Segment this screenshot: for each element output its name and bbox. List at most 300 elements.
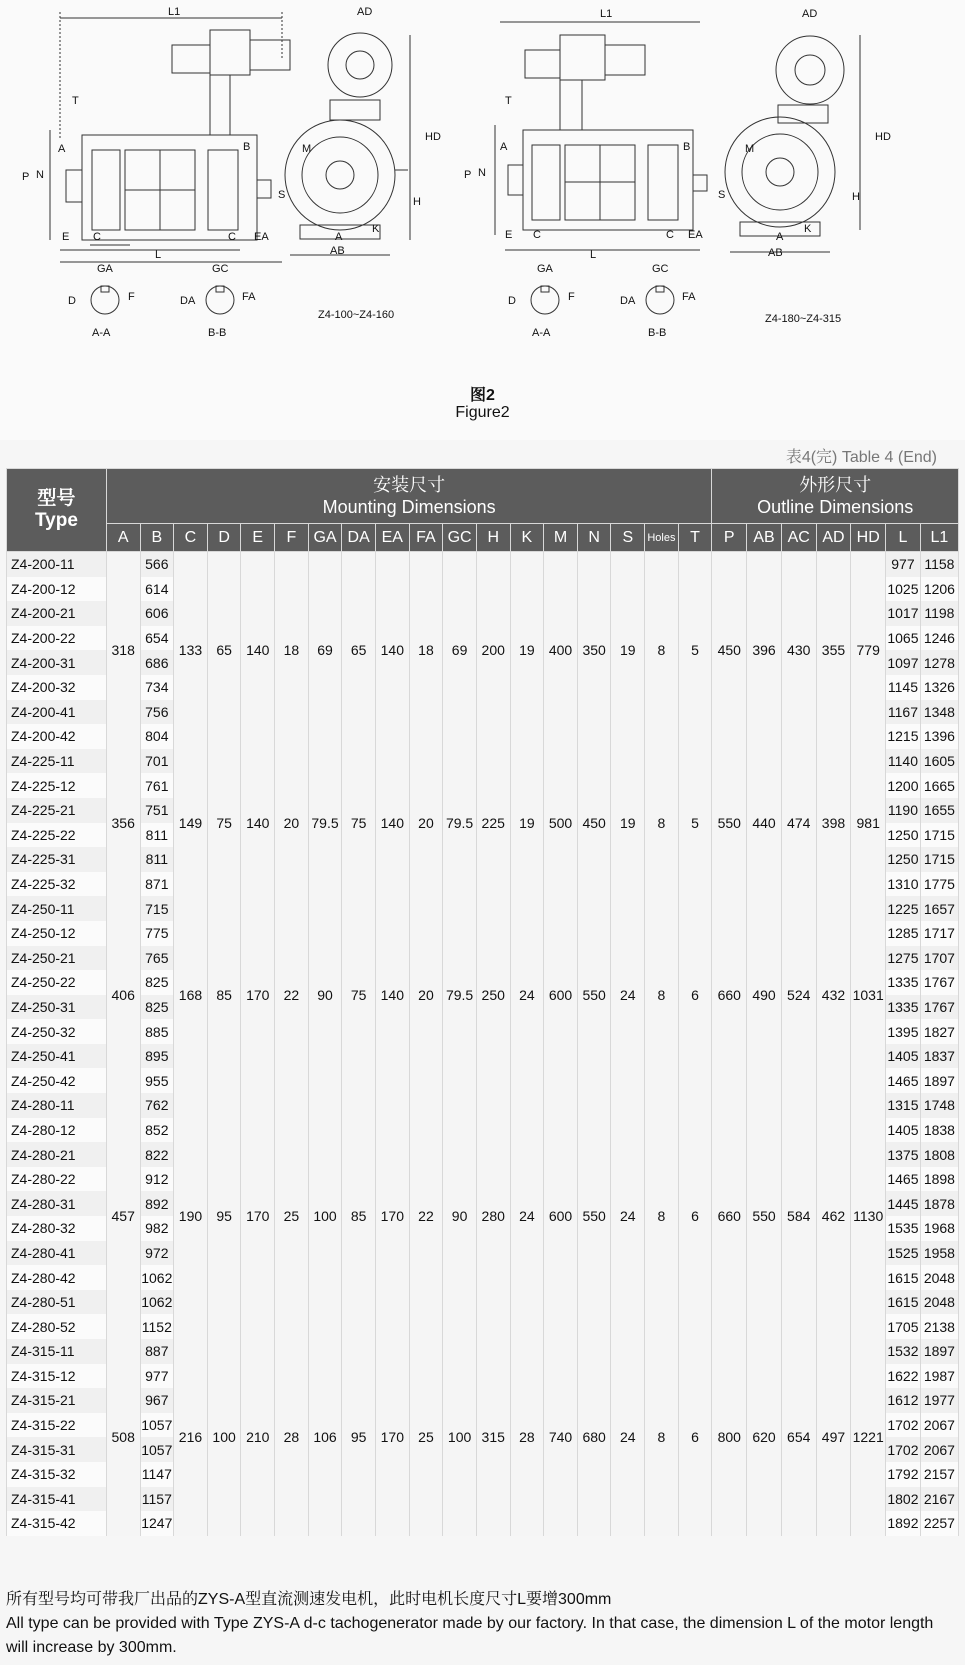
- view2-side: [495, 22, 707, 250]
- type-cell: Z4-315-12: [7, 1364, 107, 1389]
- svg-text:F: F: [128, 291, 135, 303]
- merged-cell-d: 65: [207, 552, 241, 749]
- svg-text:L1: L1: [600, 8, 613, 20]
- svg-text:H: H: [852, 191, 860, 203]
- cell-l1: 1958: [920, 1241, 958, 1266]
- merged-cell-c: 149: [174, 749, 208, 897]
- merged-cell-hd: 779: [851, 552, 886, 749]
- type-cell: Z4-280-31: [7, 1191, 107, 1216]
- merged-cell-hd: 1221: [851, 1339, 886, 1536]
- svg-text:C: C: [93, 231, 101, 243]
- svg-text:GA: GA: [97, 263, 113, 275]
- cell-b: 811: [140, 847, 174, 872]
- svg-text:S: S: [718, 189, 726, 201]
- type-cell: Z4-280-12: [7, 1118, 107, 1143]
- cell-b: 972: [140, 1241, 174, 1266]
- merged-cell-n: 450: [577, 749, 611, 897]
- cell-l1: 1767: [920, 995, 958, 1020]
- merged-cell-f: 25: [275, 1093, 309, 1339]
- cell-l: 1792: [886, 1462, 921, 1487]
- type-cell: Z4-200-42: [7, 724, 107, 749]
- merged-cell-e: 140: [241, 749, 275, 897]
- cell-b: 1062: [140, 1290, 174, 1315]
- merged-cell-c: 190: [174, 1093, 208, 1339]
- cell-l: 1167: [886, 700, 921, 725]
- merged-cell-s: 24: [611, 1339, 645, 1536]
- type-cell: Z4-200-22: [7, 626, 107, 651]
- cell-l1: 2157: [920, 1462, 958, 1487]
- type-cell: Z4-315-21: [7, 1388, 107, 1413]
- column-header-a: A: [106, 524, 140, 552]
- cell-l: 1615: [886, 1290, 921, 1315]
- merged-cell-ea: 170: [375, 1339, 409, 1536]
- merged-cell-ab: 396: [747, 552, 782, 749]
- cell-b: 825: [140, 995, 174, 1020]
- cell-b: 654: [140, 626, 174, 651]
- svg-text:B: B: [683, 141, 691, 153]
- cell-l: 1535: [886, 1216, 921, 1241]
- cell-l1: 1605: [920, 749, 958, 774]
- merged-cell-ac: 584: [781, 1093, 816, 1339]
- merged-cell-holes: 8: [645, 1339, 679, 1536]
- cell-l: 1335: [886, 970, 921, 995]
- type-cell: Z4-250-22: [7, 970, 107, 995]
- drawing-area: [0, 0, 965, 440]
- merged-cell-hd: 1130: [851, 1093, 886, 1339]
- cell-l1: 1968: [920, 1216, 958, 1241]
- cell-l: 1395: [886, 1019, 921, 1044]
- cell-l1: 1977: [920, 1388, 958, 1413]
- merged-cell-da: 85: [342, 1093, 376, 1339]
- merged-cell-s: 24: [611, 896, 645, 1093]
- merged-cell-ab: 440: [747, 749, 782, 897]
- merged-cell-t: 5: [678, 749, 712, 897]
- cell-l: 1140: [886, 749, 921, 774]
- cell-b: 1152: [140, 1314, 174, 1339]
- merged-cell-holes: 8: [645, 896, 679, 1093]
- type-cell: Z4-225-31: [7, 847, 107, 872]
- merged-cell-n: 680: [577, 1339, 611, 1536]
- cell-l: 1702: [886, 1437, 921, 1462]
- type-cell: Z4-280-11: [7, 1093, 107, 1118]
- merged-cell-gc: 90: [443, 1093, 477, 1339]
- merged-cell-h: 280: [476, 1093, 510, 1339]
- footnote-en: All type can be provided with Type ZYS-A d-c tachogenerator made by our factory. In that case, the dimension L of the motor length will increase by 300mm.: [6, 1615, 934, 1656]
- merged-cell-k: 19: [510, 552, 544, 749]
- merged-cell-fa: 18: [409, 552, 443, 749]
- column-header-d: D: [207, 524, 241, 552]
- type-cell: Z4-200-41: [7, 700, 107, 725]
- merged-cell-fa: 22: [409, 1093, 443, 1339]
- svg-text:AD: AD: [802, 8, 818, 20]
- merged-cell-p: 660: [712, 896, 747, 1093]
- cell-l: 1465: [886, 1068, 921, 1093]
- column-header-fa: FA: [409, 524, 443, 552]
- cell-l1: 1206: [920, 577, 958, 602]
- merged-cell-da: 75: [342, 749, 376, 897]
- svg-text:FA: FA: [242, 291, 256, 303]
- merged-cell-h: 225: [476, 749, 510, 897]
- cell-b: 1057: [140, 1437, 174, 1462]
- cell-l: 1405: [886, 1044, 921, 1069]
- cell-b: 1147: [140, 1462, 174, 1487]
- merged-cell-ad: 355: [816, 552, 851, 749]
- merged-cell-gc: 79.5: [443, 896, 477, 1093]
- type-cell: Z4-225-22: [7, 823, 107, 848]
- merged-cell-d: 85: [207, 896, 241, 1093]
- merged-cell-k: 28: [510, 1339, 544, 1536]
- column-header-k: K: [510, 524, 544, 552]
- dimensions-table: [6, 468, 959, 1536]
- type-cell: Z4-200-12: [7, 577, 107, 602]
- svg-text:L1: L1: [168, 6, 181, 18]
- merged-cell-ad: 462: [816, 1093, 851, 1339]
- cell-b: 701: [140, 749, 174, 774]
- merged-cell-ga: 100: [308, 1093, 342, 1339]
- merged-cell-fa: 20: [409, 749, 443, 897]
- merged-cell-a: 406: [106, 896, 140, 1093]
- cell-l1: 2067: [920, 1437, 958, 1462]
- svg-text:N: N: [36, 169, 44, 181]
- svg-text:M: M: [745, 143, 755, 155]
- mounting-dimensions-header: 安装尺寸 Mounting Dimensions: [106, 469, 712, 524]
- cell-l1: 1657: [920, 896, 958, 921]
- cell-l: 1335: [886, 995, 921, 1020]
- cell-l1: 1158: [920, 552, 958, 577]
- cell-l: 1315: [886, 1093, 921, 1118]
- merged-cell-s: 19: [611, 749, 645, 897]
- type-cell: Z4-315-32: [7, 1462, 107, 1487]
- cell-l: 1200: [886, 773, 921, 798]
- svg-text:M: M: [302, 143, 312, 155]
- cell-b: 751: [140, 798, 174, 823]
- table-row: [7, 1339, 959, 1364]
- table-body: [7, 552, 959, 1536]
- merged-cell-ab: 550: [747, 1093, 782, 1339]
- merged-cell-hd: 981: [851, 749, 886, 897]
- cell-l: 1310: [886, 872, 921, 897]
- column-header-holes: Holes: [645, 524, 679, 552]
- svg-text:T: T: [505, 95, 512, 107]
- merged-cell-c: 168: [174, 896, 208, 1093]
- type-cell: Z4-225-12: [7, 773, 107, 798]
- merged-cell-f: 18: [275, 552, 309, 749]
- type-cell: Z4-250-11: [7, 896, 107, 921]
- svg-text:A: A: [58, 143, 66, 155]
- svg-text:A: A: [500, 141, 508, 153]
- merged-cell-h: 250: [476, 896, 510, 1093]
- svg-text:N: N: [478, 167, 486, 179]
- svg-text:B-B: B-B: [648, 327, 667, 339]
- figure-caption-en: Figure2: [455, 404, 510, 421]
- cell-l1: 1198: [920, 601, 958, 626]
- cell-l1: 1717: [920, 921, 958, 946]
- merged-cell-d: 100: [207, 1339, 241, 1536]
- column-header-row: [7, 524, 959, 552]
- svg-text:P: P: [22, 171, 30, 183]
- merged-cell-p: 450: [712, 552, 747, 749]
- cell-b: 1057: [140, 1413, 174, 1438]
- svg-text:K: K: [804, 223, 812, 235]
- merged-cell-ga: 79.5: [308, 749, 342, 897]
- merged-cell-fa: 20: [409, 896, 443, 1093]
- merged-cell-m: 600: [544, 1093, 578, 1339]
- cell-l: 1445: [886, 1191, 921, 1216]
- svg-text:S: S: [278, 189, 286, 201]
- merged-cell-c: 133: [174, 552, 208, 749]
- cell-b: 822: [140, 1142, 174, 1167]
- merged-cell-ab: 490: [747, 896, 782, 1093]
- cell-l1: 1767: [920, 970, 958, 995]
- type-cell: Z4-280-51: [7, 1290, 107, 1315]
- merged-cell-k: 24: [510, 896, 544, 1093]
- column-header-t: T: [678, 524, 712, 552]
- type-cell: Z4-250-32: [7, 1019, 107, 1044]
- cell-l: 1275: [886, 946, 921, 971]
- cell-l1: 1715: [920, 847, 958, 872]
- cell-b: 892: [140, 1191, 174, 1216]
- outline-dimensions-header: 外形尺寸 Outline Dimensions: [712, 469, 959, 524]
- cell-b: 1062: [140, 1265, 174, 1290]
- merged-cell-k: 19: [510, 749, 544, 897]
- cell-l1: 2048: [920, 1265, 958, 1290]
- cell-b: 912: [140, 1167, 174, 1192]
- cell-b: 686: [140, 650, 174, 675]
- svg-text:A-A: A-A: [92, 327, 111, 339]
- merged-cell-m: 500: [544, 749, 578, 897]
- cell-l: 1612: [886, 1388, 921, 1413]
- merged-cell-d: 75: [207, 749, 241, 897]
- svg-text:HD: HD: [875, 131, 891, 143]
- cell-b: 871: [140, 872, 174, 897]
- type-cell: Z4-225-11: [7, 749, 107, 774]
- svg-text:P: P: [464, 169, 472, 181]
- merged-cell-a: 508: [106, 1339, 140, 1536]
- cell-l1: 2067: [920, 1413, 958, 1438]
- cell-l1: 1837: [920, 1044, 958, 1069]
- type-cell: Z4-200-21: [7, 601, 107, 626]
- cell-l: 1892: [886, 1511, 921, 1536]
- cell-b: 1157: [140, 1487, 174, 1512]
- type-cell: Z4-315-22: [7, 1413, 107, 1438]
- cell-l: 1532: [886, 1339, 921, 1364]
- column-header-ac: AC: [781, 524, 816, 552]
- cell-l1: 1715: [920, 823, 958, 848]
- cell-b: 825: [140, 970, 174, 995]
- type-cell: Z4-280-42: [7, 1265, 107, 1290]
- cell-l: 1190: [886, 798, 921, 823]
- column-header-ab: AB: [747, 524, 782, 552]
- cell-l1: 1838: [920, 1118, 958, 1143]
- cell-l1: 1748: [920, 1093, 958, 1118]
- cell-b: 967: [140, 1388, 174, 1413]
- cell-l1: 1348: [920, 700, 958, 725]
- merged-cell-da: 65: [342, 552, 376, 749]
- cell-b: 811: [140, 823, 174, 848]
- merged-cell-f: 28: [275, 1339, 309, 1536]
- table-row: [7, 749, 959, 774]
- merged-cell-k: 24: [510, 1093, 544, 1339]
- type-cell: Z4-250-12: [7, 921, 107, 946]
- merged-cell-t: 5: [678, 552, 712, 749]
- merged-cell-ac: 654: [781, 1339, 816, 1536]
- merged-cell-ea: 170: [375, 1093, 409, 1339]
- cell-l: 1017: [886, 601, 921, 626]
- cell-l: 1025: [886, 577, 921, 602]
- cell-l1: 1396: [920, 724, 958, 749]
- cell-l: 1465: [886, 1167, 921, 1192]
- merged-cell-p: 660: [712, 1093, 747, 1339]
- type-cell: Z4-315-42: [7, 1511, 107, 1536]
- merged-cell-f: 20: [275, 749, 309, 897]
- svg-text:D: D: [508, 295, 516, 307]
- cell-b: 977: [140, 1364, 174, 1389]
- view2-sections: [531, 286, 674, 314]
- cell-l1: 2048: [920, 1290, 958, 1315]
- cell-l: 1097: [886, 650, 921, 675]
- cell-l1: 1775: [920, 872, 958, 897]
- svg-text:B: B: [243, 141, 251, 153]
- table-row: [7, 1093, 959, 1118]
- cell-l1: 1808: [920, 1142, 958, 1167]
- cell-b: 852: [140, 1118, 174, 1143]
- svg-text:AD: AD: [357, 6, 373, 18]
- svg-text:E: E: [505, 229, 513, 241]
- svg-text:F: F: [568, 291, 575, 303]
- svg-text:FA: FA: [682, 291, 696, 303]
- svg-text:Z4-180~Z4-315: Z4-180~Z4-315: [765, 313, 842, 325]
- merged-cell-holes: 8: [645, 1093, 679, 1339]
- cell-l: 1250: [886, 823, 921, 848]
- type-cell: Z4-315-31: [7, 1437, 107, 1462]
- svg-text:GC: GC: [652, 263, 669, 275]
- merged-cell-ad: 398: [816, 749, 851, 897]
- type-cell: Z4-315-11: [7, 1339, 107, 1364]
- cell-b: 885: [140, 1019, 174, 1044]
- merged-cell-ad: 432: [816, 896, 851, 1093]
- cell-b: 804: [140, 724, 174, 749]
- column-header-l1: L1: [920, 524, 958, 552]
- merged-cell-n: 550: [577, 896, 611, 1093]
- column-header-hd: HD: [851, 524, 886, 552]
- cell-l: 1065: [886, 626, 921, 651]
- cell-l: 1375: [886, 1142, 921, 1167]
- cell-b: 734: [140, 675, 174, 700]
- merged-cell-e: 170: [241, 896, 275, 1093]
- merged-cell-a: 457: [106, 1093, 140, 1339]
- cell-b: 765: [140, 946, 174, 971]
- svg-text:AB: AB: [768, 247, 783, 259]
- cell-l1: 1326: [920, 675, 958, 700]
- merged-cell-fa: 25: [409, 1339, 443, 1536]
- svg-text:C: C: [533, 229, 541, 241]
- cell-l: 1215: [886, 724, 921, 749]
- svg-text:A-A: A-A: [532, 327, 551, 339]
- view1-side: [50, 12, 290, 262]
- type-cell: Z4-280-32: [7, 1216, 107, 1241]
- merged-cell-ad: 497: [816, 1339, 851, 1536]
- cell-l1: 1278: [920, 650, 958, 675]
- merged-cell-ga: 69: [308, 552, 342, 749]
- column-header-da: DA: [342, 524, 376, 552]
- merged-cell-c: 216: [174, 1339, 208, 1536]
- type-cell: Z4-200-31: [7, 650, 107, 675]
- merged-cell-e: 140: [241, 552, 275, 749]
- merged-cell-ea: 140: [375, 896, 409, 1093]
- cell-l: 1525: [886, 1241, 921, 1266]
- merged-cell-ac: 474: [781, 749, 816, 897]
- type-cell: Z4-250-42: [7, 1068, 107, 1093]
- svg-text:EA: EA: [688, 229, 703, 241]
- svg-text:DA: DA: [180, 295, 196, 307]
- cell-l: 1802: [886, 1487, 921, 1512]
- table-caption: 表4(完) Table 4 (End): [785, 449, 937, 466]
- merged-cell-ea: 140: [375, 749, 409, 897]
- svg-text:A: A: [776, 231, 784, 243]
- cell-b: 761: [140, 773, 174, 798]
- svg-text:A: A: [335, 231, 343, 243]
- type-cell: Z4-280-22: [7, 1167, 107, 1192]
- merged-cell-ea: 140: [375, 552, 409, 749]
- merged-cell-e: 210: [241, 1339, 275, 1536]
- type-cell: Z4-280-21: [7, 1142, 107, 1167]
- merged-cell-p: 550: [712, 749, 747, 897]
- column-header-e: E: [241, 524, 275, 552]
- merged-cell-d: 95: [207, 1093, 241, 1339]
- column-header-c: C: [174, 524, 208, 552]
- merged-cell-n: 550: [577, 1093, 611, 1339]
- cell-l: 1250: [886, 847, 921, 872]
- view1-sections: [91, 286, 234, 314]
- type-cell: Z4-250-41: [7, 1044, 107, 1069]
- svg-text:C: C: [666, 229, 674, 241]
- cell-b: 982: [140, 1216, 174, 1241]
- motor-drawing: [0, 0, 965, 440]
- column-header-ad: AD: [816, 524, 851, 552]
- cell-l1: 1897: [920, 1339, 958, 1364]
- cell-b: 756: [140, 700, 174, 725]
- merged-cell-h: 200: [476, 552, 510, 749]
- cell-l: 1615: [886, 1265, 921, 1290]
- merged-cell-gc: 69: [443, 552, 477, 749]
- type-cell: Z4-250-21: [7, 946, 107, 971]
- svg-text:T: T: [72, 95, 79, 107]
- cell-b: 566: [140, 552, 174, 577]
- svg-text:L: L: [590, 249, 597, 261]
- merged-cell-t: 6: [678, 896, 712, 1093]
- merged-cell-ac: 430: [781, 552, 816, 749]
- merged-cell-da: 95: [342, 1339, 376, 1536]
- merged-cell-e: 170: [241, 1093, 275, 1339]
- svg-text:D: D: [68, 295, 76, 307]
- column-header-p: P: [712, 524, 747, 552]
- type-cell: Z4-280-41: [7, 1241, 107, 1266]
- cell-l: 1225: [886, 896, 921, 921]
- merged-cell-t: 6: [678, 1093, 712, 1339]
- column-header-l: L: [886, 524, 921, 552]
- svg-text:L: L: [155, 249, 162, 261]
- merged-cell-f: 22: [275, 896, 309, 1093]
- merged-cell-ga: 90: [308, 896, 342, 1093]
- cell-l: 1405: [886, 1118, 921, 1143]
- cell-b: 715: [140, 896, 174, 921]
- svg-text:E: E: [62, 231, 70, 243]
- column-header-n: N: [577, 524, 611, 552]
- merged-cell-h: 315: [476, 1339, 510, 1536]
- type-cell: Z4-280-52: [7, 1314, 107, 1339]
- cell-b: 762: [140, 1093, 174, 1118]
- cell-b: 887: [140, 1339, 174, 1364]
